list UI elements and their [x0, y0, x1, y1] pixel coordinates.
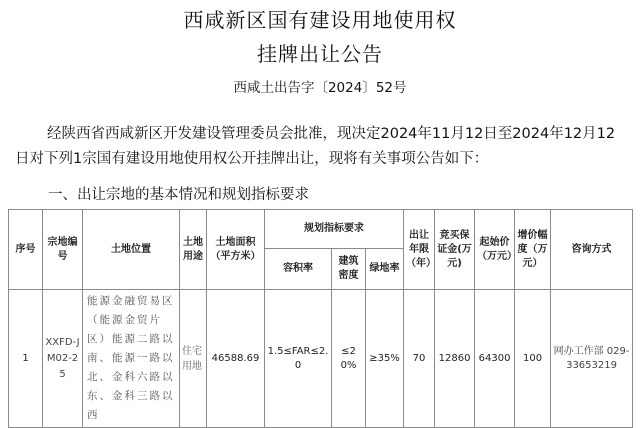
- parcel-table: [8, 209, 633, 428]
- cell-green: ≥35%: [366, 290, 404, 428]
- cell-location: 能源金融贸易区（能源金贸片区）能源二路以南、能源一路以北、金科六路以东、金科三路以西: [83, 290, 180, 428]
- cell-increment: 100: [515, 290, 551, 428]
- header-term: 出让年限（年）: [404, 210, 435, 290]
- header-parcel-no: 宗地编号: [43, 210, 83, 290]
- header-start-price: 起始价（万元）: [475, 210, 515, 290]
- header-increment: 增价幅度（万元）: [515, 210, 551, 290]
- cell-deposit: 12860: [435, 290, 475, 428]
- title-line-2: 挂牌出让公告: [257, 42, 383, 66]
- intro-paragraph: 经陕西省西咸新区开发建设管理委员会批准，现决定2024年11月12日至2024年12月12日对下列1宗国有建设用地使用权公开挂牌出让，现将有关事项公告如下：: [15, 126, 616, 167]
- header-green: 绿地率: [366, 249, 404, 290]
- section-heading: 一、出让宗地的基本情况和规划指标要求: [48, 187, 309, 203]
- cell-area: 46588.69: [207, 290, 265, 428]
- header-area: 土地面积（平方米）: [207, 210, 265, 290]
- cell-contact: 网办工作部 029-33653219: [551, 290, 633, 428]
- title-line-1: 西咸新区国有建设用地使用权: [183, 8, 457, 32]
- cell-start-price: 64300: [475, 290, 515, 428]
- cell-term: 70: [404, 290, 435, 428]
- table-row: [9, 290, 633, 428]
- header-seq: 序号: [9, 210, 43, 290]
- header-planning: 规划指标要求: [265, 210, 404, 249]
- header-deposit: 竞买保证金(万元): [435, 210, 475, 290]
- header-use: 土地用途: [180, 210, 207, 290]
- document-number: 西咸土出告字〔2024〕52号: [233, 80, 407, 96]
- cell-density: ≤20%: [332, 290, 366, 428]
- header-contact: 咨询方式: [551, 210, 633, 290]
- header-far: 容积率: [265, 249, 332, 290]
- cell-seq: 1: [9, 290, 43, 428]
- cell-use: 住宅用地: [180, 290, 207, 428]
- cell-parcel-no: XXFD-JM02-25: [43, 290, 83, 428]
- header-density: 建筑密度: [332, 249, 366, 290]
- cell-far: 1.5≤FAR≤2.0: [265, 290, 332, 428]
- header-location: 土地位置: [83, 210, 180, 290]
